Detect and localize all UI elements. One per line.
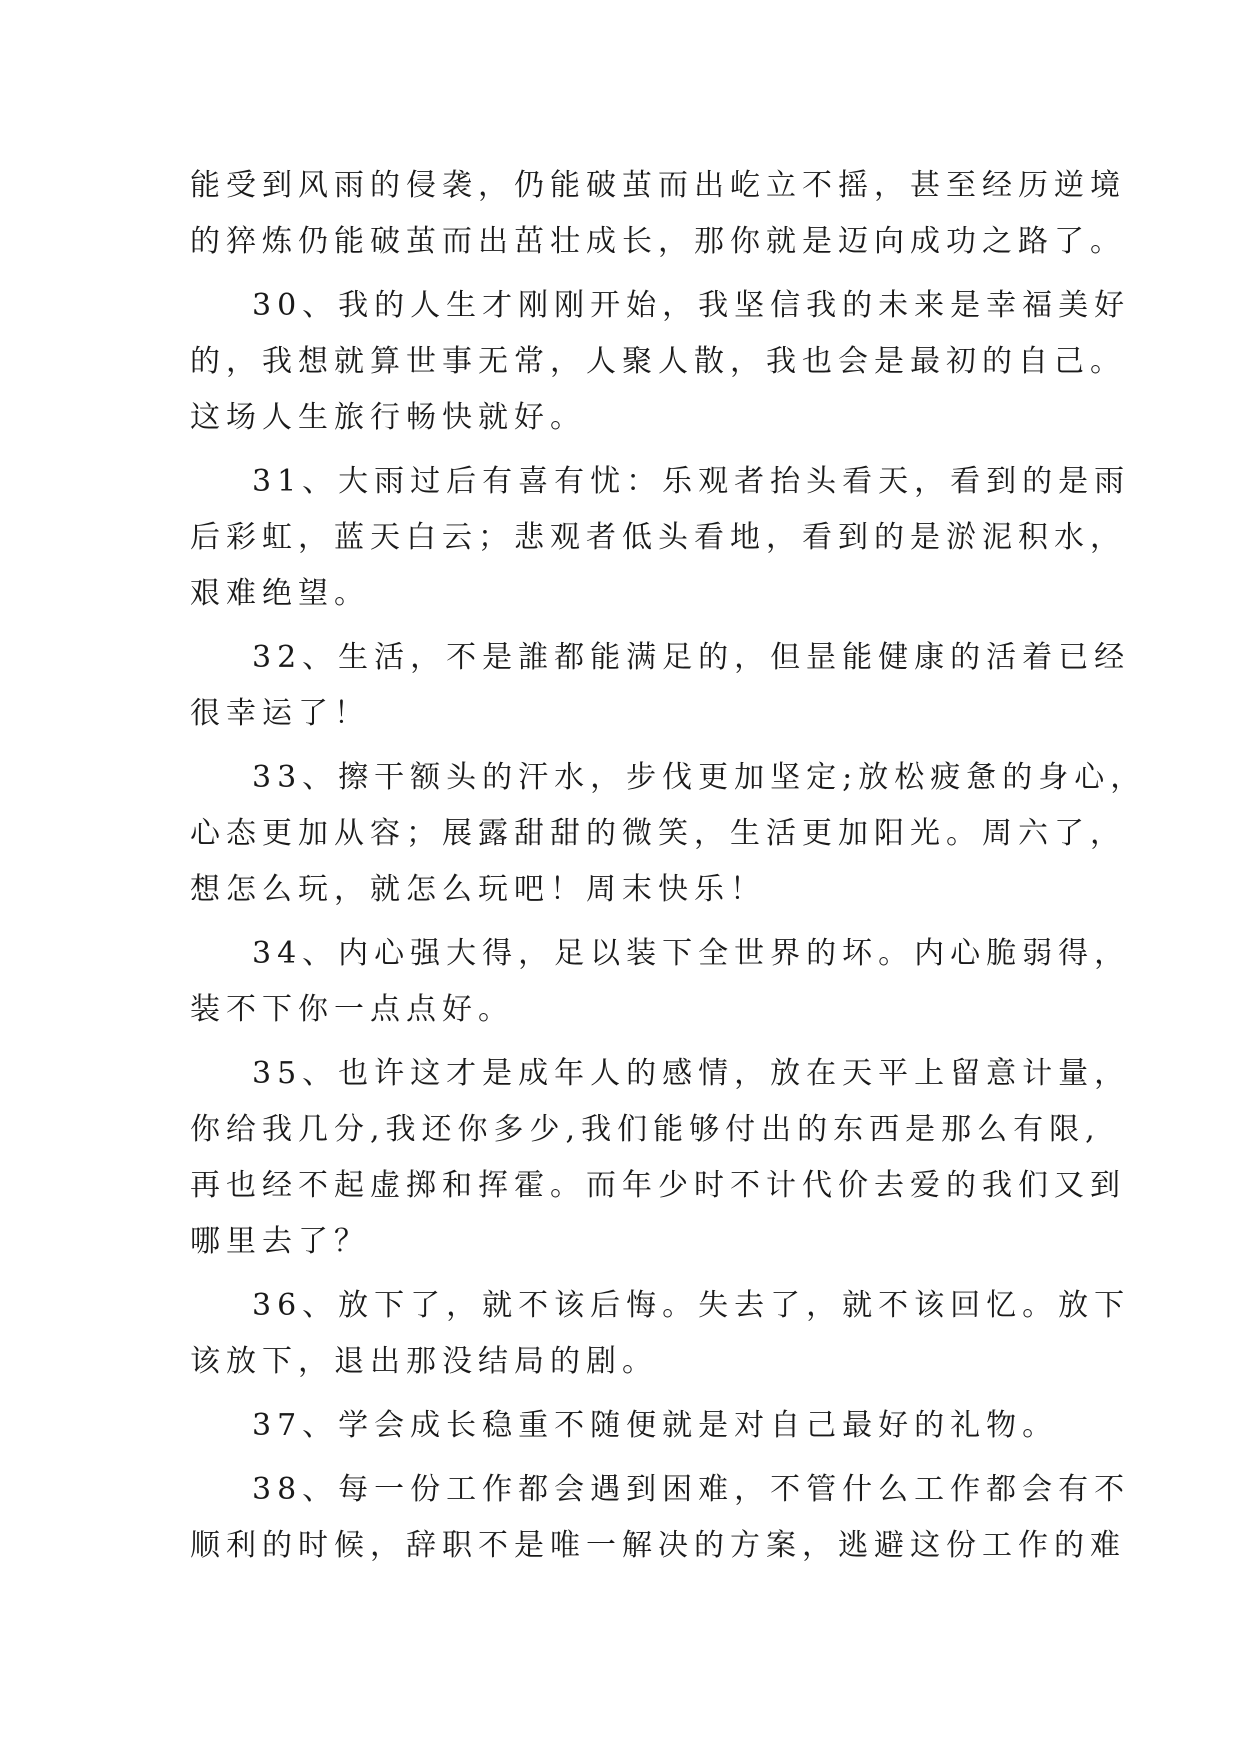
text-line: 想怎么玩，就怎么玩吧！周末快乐！ — [190, 872, 766, 907]
text-line: 36、放下了，就不该后悔。失去了，就不该回忆。放下 — [252, 1288, 1131, 1323]
paragraph-33 — [190, 750, 1147, 918]
text-line: 顺利的时候，辞职不是唯一解决的方案，逃避这份工作的难 — [190, 1528, 1126, 1563]
paragraph-continuation — [190, 158, 1126, 270]
paragraph-30 — [190, 278, 1131, 446]
text-line: 的猝炼仍能破茧而出茁壮成长，那你就是迈向成功之路了。 — [190, 224, 1126, 259]
paragraph-31 — [190, 454, 1131, 622]
text-line: 这场人生旅行畅快就好。 — [190, 400, 586, 435]
text-line: 该放下，退出那没结局的剧。 — [190, 1344, 658, 1379]
text-line: 的，我想就算世事无常，人聚人散，我也会是最初的自己。 — [190, 344, 1126, 379]
text-line: 装不下你一点点好。 — [190, 992, 514, 1027]
text-line: 38、每一份工作都会遇到困难，不管什么工作都会有不 — [252, 1472, 1131, 1507]
text-line: 32、生活，不是誰都能满足的，但昰能健康的活着已经 — [252, 640, 1131, 675]
text-line: 艰难绝望。 — [190, 576, 370, 611]
text-line: 你给我几分,我还你多少,我们能够付出的东西是那么有限, — [190, 1112, 1101, 1147]
text-line: 31、大雨过后有喜有忧：乐观者抬头看天，看到的是雨 — [252, 464, 1131, 499]
text-line: 再也经不起虚掷和挥霍。而年少时不计代价去爱的我们又到 — [190, 1168, 1126, 1203]
paragraph-37 — [190, 1398, 1060, 1454]
text-line: 30、我的人生才刚刚开始，我坚信我的未来是幸福美好 — [252, 288, 1131, 323]
paragraph-34 — [190, 926, 1131, 1038]
text-line: 能受到风雨的侵袭，仍能破茧而出屹立不摇，甚至经历逆境 — [190, 168, 1126, 203]
paragraph-35 — [190, 1046, 1131, 1270]
text-line: 33、擦干额头的汗水，步伐更加坚定;放松疲惫的身心， — [252, 760, 1147, 795]
paragraph-38 — [190, 1462, 1131, 1574]
paragraph-36 — [190, 1278, 1131, 1390]
text-line: 35、也许这才是成年人的感情，放在天平上留意计量， — [252, 1056, 1131, 1091]
text-line: 心态更加从容；展露甜甜的微笑，生活更加阳光。周六了， — [190, 816, 1126, 851]
paragraph-32 — [190, 630, 1131, 742]
document-body — [190, 158, 1147, 1574]
text-line: 37、学会成长稳重不随便就是对自己最好的礼物。 — [252, 1408, 1059, 1443]
text-line: 后彩虹，蓝天白云；悲观者低头看地，看到的是淤泥积水， — [190, 520, 1126, 555]
text-line: 哪里去了？ — [190, 1224, 370, 1259]
text-line: 很幸运了！ — [190, 696, 370, 731]
text-line: 34、内心强大得，足以装下全世界的坏。内心脆弱得， — [252, 936, 1131, 971]
